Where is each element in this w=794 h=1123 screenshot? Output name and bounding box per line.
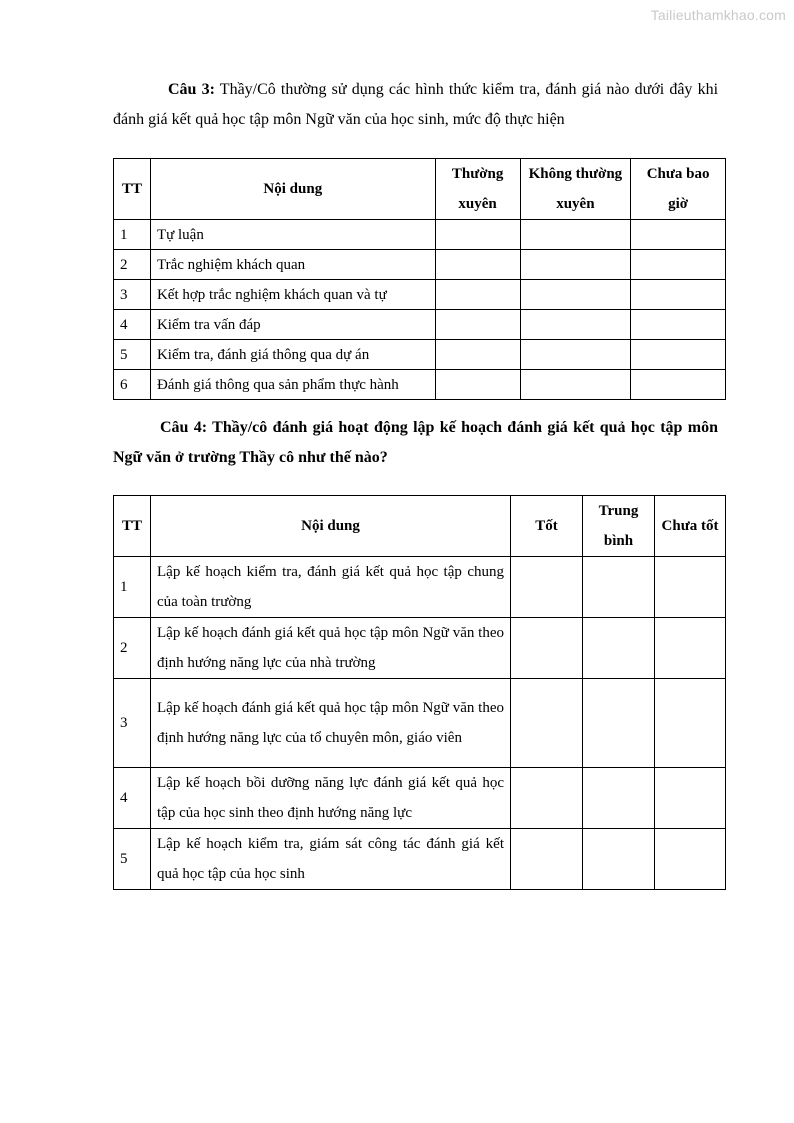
- row-content: Lập kế hoạch đánh giá kết quả học tập môn Ngữ văn theo định hướng năng lực của tổ chuyên môn, giáo viên: [151, 679, 511, 768]
- row-number: 2: [114, 250, 151, 280]
- answer-cell[interactable]: [583, 618, 655, 679]
- table-header-row: [114, 496, 726, 557]
- row-number: 4: [114, 768, 151, 829]
- answer-cell[interactable]: [631, 220, 726, 250]
- table-row: [114, 250, 726, 280]
- row-number: 3: [114, 679, 151, 768]
- header-average: Trung bình: [583, 496, 655, 557]
- table-row: [114, 557, 726, 618]
- header-not-often: Không thường xuyên: [520, 159, 631, 220]
- answer-cell[interactable]: [583, 557, 655, 618]
- row-content: Kiểm tra, đánh giá thông qua dự án: [150, 340, 435, 370]
- answer-cell[interactable]: [520, 250, 631, 280]
- row-number: 4: [114, 310, 151, 340]
- row-number: 6: [114, 370, 151, 400]
- row-number: 3: [114, 280, 151, 310]
- row-number: 5: [114, 340, 151, 370]
- answer-cell[interactable]: [583, 768, 655, 829]
- question-3-text: Thầy/Cô thường sử dụng các hình thức kiểm tra, đánh giá nào dưới đây khi đánh giá kết quả học tập môn Ngữ văn của học sinh, mức độ thực hiện: [113, 81, 719, 128]
- header-content: Nội dung: [150, 159, 435, 220]
- table-row: [114, 220, 726, 250]
- survey-table-frequency: [113, 158, 726, 400]
- header-often: Thường xuyên: [435, 159, 520, 220]
- header-tt: TT: [114, 496, 151, 557]
- answer-cell[interactable]: [655, 829, 726, 890]
- table-row: [114, 618, 726, 679]
- header-tt: TT: [114, 159, 151, 220]
- answer-cell[interactable]: [631, 310, 726, 340]
- row-content: Lập kế hoạch kiểm tra, đánh giá kết quả học tập chung của toàn trường: [151, 557, 511, 618]
- header-never: Chưa bao giờ: [631, 159, 726, 220]
- row-content: Tự luận: [150, 220, 435, 250]
- answer-cell[interactable]: [631, 250, 726, 280]
- answer-cell[interactable]: [435, 310, 520, 340]
- answer-cell[interactable]: [435, 250, 520, 280]
- answer-cell[interactable]: [655, 768, 726, 829]
- answer-cell[interactable]: [655, 618, 726, 679]
- answer-cell[interactable]: [511, 557, 583, 618]
- row-number: 2: [114, 618, 151, 679]
- row-content: Đánh giá thông qua sản phẩm thực hành: [150, 370, 435, 400]
- answer-cell[interactable]: [520, 370, 631, 400]
- answer-cell[interactable]: [520, 310, 631, 340]
- question-3: [113, 75, 718, 135]
- row-content: Trắc nghiệm khách quan: [150, 250, 435, 280]
- survey-table-rating: [113, 495, 726, 890]
- answer-cell[interactable]: [631, 370, 726, 400]
- answer-cell[interactable]: [435, 340, 520, 370]
- row-number: 1: [114, 557, 151, 618]
- answer-cell[interactable]: [435, 370, 520, 400]
- row-content: Kiểm tra vấn đáp: [150, 310, 435, 340]
- question-4: Câu 4: Thầy/cô đánh giá hoạt động lập kế hoạch đánh giá kết quả học tập môn Ngữ văn ở trường Thầy cô như thế nào?: [113, 419, 718, 466]
- row-content: Lập kế hoạch kiểm tra, giám sát công tác đánh giá kết quả học tập của học sinh: [151, 829, 511, 890]
- watermark-text: Tailieuthamkhao.com: [650, 7, 786, 23]
- header-not-good: Chưa tốt: [655, 496, 726, 557]
- table-row: [114, 340, 726, 370]
- header-good: Tốt: [511, 496, 583, 557]
- row-number: 1: [114, 220, 151, 250]
- table-row: [114, 280, 726, 310]
- answer-cell[interactable]: [511, 768, 583, 829]
- row-number: 5: [114, 829, 151, 890]
- table-row: [114, 679, 726, 768]
- answer-cell[interactable]: [583, 679, 655, 768]
- header-content: Nội dung: [151, 496, 511, 557]
- answer-cell[interactable]: [520, 340, 631, 370]
- answer-cell[interactable]: [511, 829, 583, 890]
- answer-cell[interactable]: [583, 829, 655, 890]
- answer-cell[interactable]: [511, 679, 583, 768]
- table-row: [114, 768, 726, 829]
- answer-cell[interactable]: [520, 280, 631, 310]
- answer-cell[interactable]: [655, 679, 726, 768]
- answer-cell[interactable]: [435, 220, 520, 250]
- answer-cell[interactable]: [511, 618, 583, 679]
- table-row: [114, 829, 726, 890]
- answer-cell[interactable]: [435, 280, 520, 310]
- answer-cell[interactable]: [655, 557, 726, 618]
- answer-cell[interactable]: [631, 340, 726, 370]
- row-content: Lập kế hoạch bồi dưỡng năng lực đánh giá kết quả học tập của học sinh theo định hướng năng lực: [151, 768, 511, 829]
- table-row: [114, 370, 726, 400]
- answer-cell[interactable]: [631, 280, 726, 310]
- answer-cell[interactable]: [520, 220, 631, 250]
- row-content: Lập kế hoạch đánh giá kết quả học tập môn Ngữ văn theo định hướng năng lực của nhà trường: [151, 618, 511, 679]
- question-3-label: Câu 3:: [168, 81, 215, 98]
- table-row: [114, 310, 726, 340]
- row-content: Kết hợp trắc nghiệm khách quan và tự: [150, 280, 435, 310]
- table-header-row: [114, 159, 726, 220]
